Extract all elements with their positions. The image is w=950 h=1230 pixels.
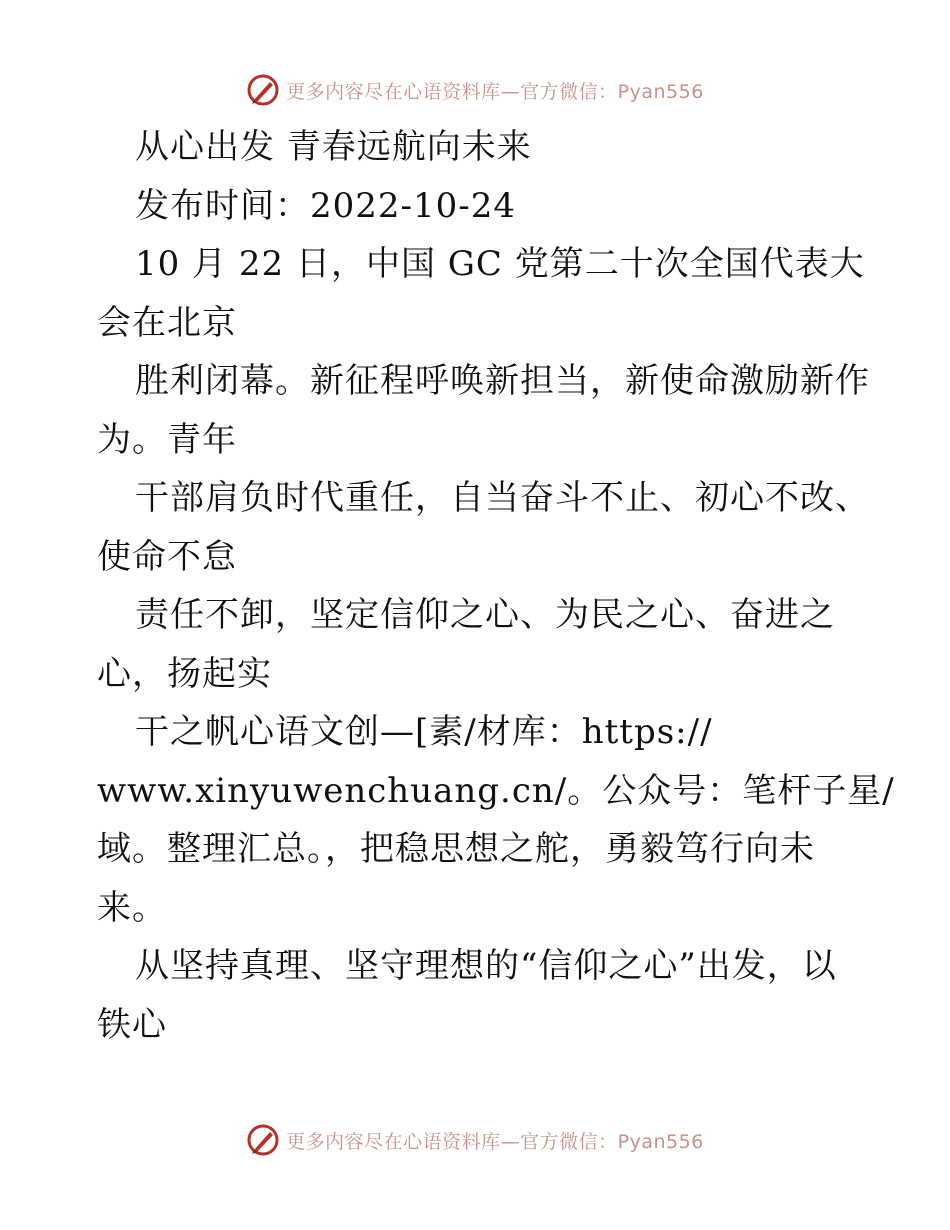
footer-banner [0, 1120, 950, 1160]
doc-line: www.xinyuwenchuang.cn/。公众号：笔杆子星/ [97, 770, 895, 811]
pen-logo-icon [246, 1123, 280, 1157]
pen-logo-icon [246, 73, 280, 107]
doc-line: 10 月 22 日，中国 GC 党第二十次全国代表大 [135, 244, 865, 284]
header-banner [0, 70, 950, 110]
doc-line: 发布时间：2022-10-24 [135, 185, 517, 226]
document-body [97, 118, 895, 1054]
doc-line: 责任不卸，坚定信仰之心、为民之心、奋进之 [135, 595, 835, 635]
doc-line: 胜利闭幕。新征程呼唤新担当，新使命激励新作 [135, 361, 870, 401]
doc-line: 铁心 [97, 1004, 167, 1045]
doc-line: 域。整理汇总。，把稳思想之舵，勇毅笃行向未 [97, 829, 815, 869]
doc-line: 从坚持真理、坚守理想的“信仰之心”出发，以 [135, 946, 837, 986]
header-banner-text: 更多内容尽在心语资料库—官方微信：Pyan556 [286, 80, 704, 103]
footer-banner-text: 更多内容尽在心语资料库—官方微信：Pyan556 [286, 1130, 704, 1153]
doc-line: 干部肩负时代重任，自当奋斗不止、初心不改、 [135, 478, 870, 518]
doc-line: 使命不怠 [97, 536, 237, 577]
doc-line: 从心出发 青春远航向未来 [135, 127, 532, 167]
doc-line: 为。青年 [97, 419, 237, 460]
doc-line: 心，扬起实 [97, 653, 272, 694]
doc-line: 干之帆心语文创—[素/材库：https:// [135, 712, 713, 752]
doc-line: 来。 [97, 887, 167, 928]
doc-line: 会在北京 [97, 302, 237, 343]
